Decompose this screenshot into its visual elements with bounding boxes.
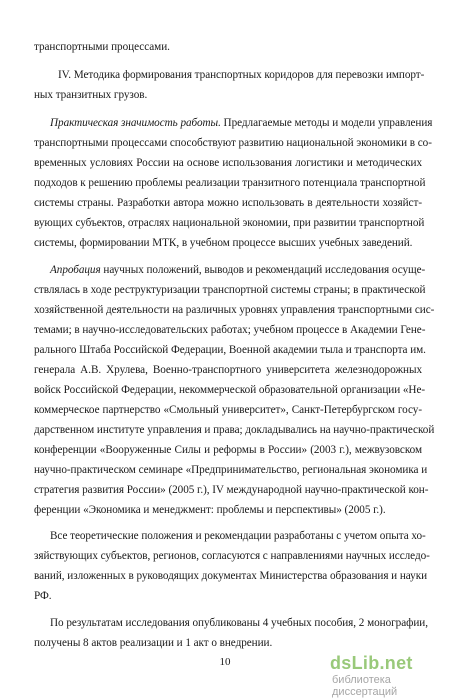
text-line: системы, формировании МТК, в учебном процессе высших учебных заведений. bbox=[34, 237, 413, 249]
text-line: подходов к решению проблемы реализации транзитного потенциала транспортной bbox=[34, 177, 426, 189]
text-line: По результатам исследования опубликованы 4 учебных пособия, 2 монографии, bbox=[50, 617, 428, 629]
text-line: временных условиях России на основе использования логистики и методических bbox=[34, 157, 422, 169]
text-line: научных положений, выводов и рекомендаций исследования осуще- bbox=[100, 264, 426, 276]
paragraph-lead-line bbox=[50, 113, 433, 133]
watermark-subtitle: библиотека диссертаций bbox=[332, 674, 398, 698]
text-line: системы страны. Разработки автора можно использовать в деятельности хозяйст- bbox=[34, 197, 422, 209]
text-line: научно-практическом семинаре «Предпринимательство, региональная экономика и bbox=[34, 464, 428, 476]
text-line: ференции «Экономика и менеджмент: проблемы и перспективы» (2005 г.). bbox=[34, 504, 386, 516]
text-line: вующих субъектов, отраслях национальной экономии, при развитии транспортной bbox=[34, 217, 425, 229]
text-line: коммерческое партнерство «Смольный университет», Санкт-Петербургском госу- bbox=[34, 404, 422, 416]
text-line: войск Российской Федерации, некоммерческой образовательной организации «Не- bbox=[34, 384, 426, 396]
italic-lead: Апробация bbox=[50, 264, 101, 276]
text-line: рального Штаба Российской Федерации, Военной академии тыла и транспорта им. bbox=[34, 344, 426, 356]
text-line: хозяйственной деятельности на различных уровнях управления транспортными сис- bbox=[34, 304, 435, 316]
text-line: зяйствующих субъектов, регионов, согласуются с направлениями научных исследо- bbox=[34, 550, 430, 562]
watermark-logo: dsLib.net bbox=[330, 653, 413, 673]
text-line: конференции «Вооруженные Силы и реформы в России» (2003 г.), межвузовском bbox=[34, 444, 422, 456]
text-line: получены 8 актов реализации и 1 акт о внедрении. bbox=[34, 637, 273, 649]
text-line: Все теоретические положения и рекомендации разработаны с учетом опыта хо- bbox=[50, 530, 426, 542]
text-line: транспортными процессами. bbox=[34, 41, 170, 53]
text-line: генерала А.В. Хрулева, Военно-транспортного университета железнодорожных bbox=[34, 364, 422, 376]
text-line: стратегия развития России» (2005 г.), IV международной научно-практической кон- bbox=[34, 484, 429, 496]
text-line: дарственном институте управления и права; докладывались на научно-практической bbox=[34, 424, 435, 436]
text-line: темами; в научно-исследовательских работах; учебном процессе в Академии Гене- bbox=[34, 324, 426, 336]
text-line: РФ. bbox=[34, 590, 52, 602]
text-line: транспортными процессами способствуют развитию национальной экономики в со- bbox=[34, 137, 432, 149]
paragraph-lead-line bbox=[50, 260, 426, 280]
text-line: IV. Методика формирования транспортных коридоров для перевозки импорт- bbox=[58, 69, 425, 81]
text-line: ствлялась в ходе реструктуризации транспортной системы страны; в практической bbox=[34, 284, 426, 296]
text-line: ваний, изложенных в руководящих документах Министерства образования и науки bbox=[34, 570, 428, 582]
text-line: Предлагаемые методы и модели управления bbox=[220, 117, 433, 129]
text-line: ных транзитных грузов. bbox=[34, 89, 148, 101]
italic-lead: Практическая значимость работы. bbox=[50, 117, 221, 129]
page-number: 10 bbox=[219, 656, 231, 668]
